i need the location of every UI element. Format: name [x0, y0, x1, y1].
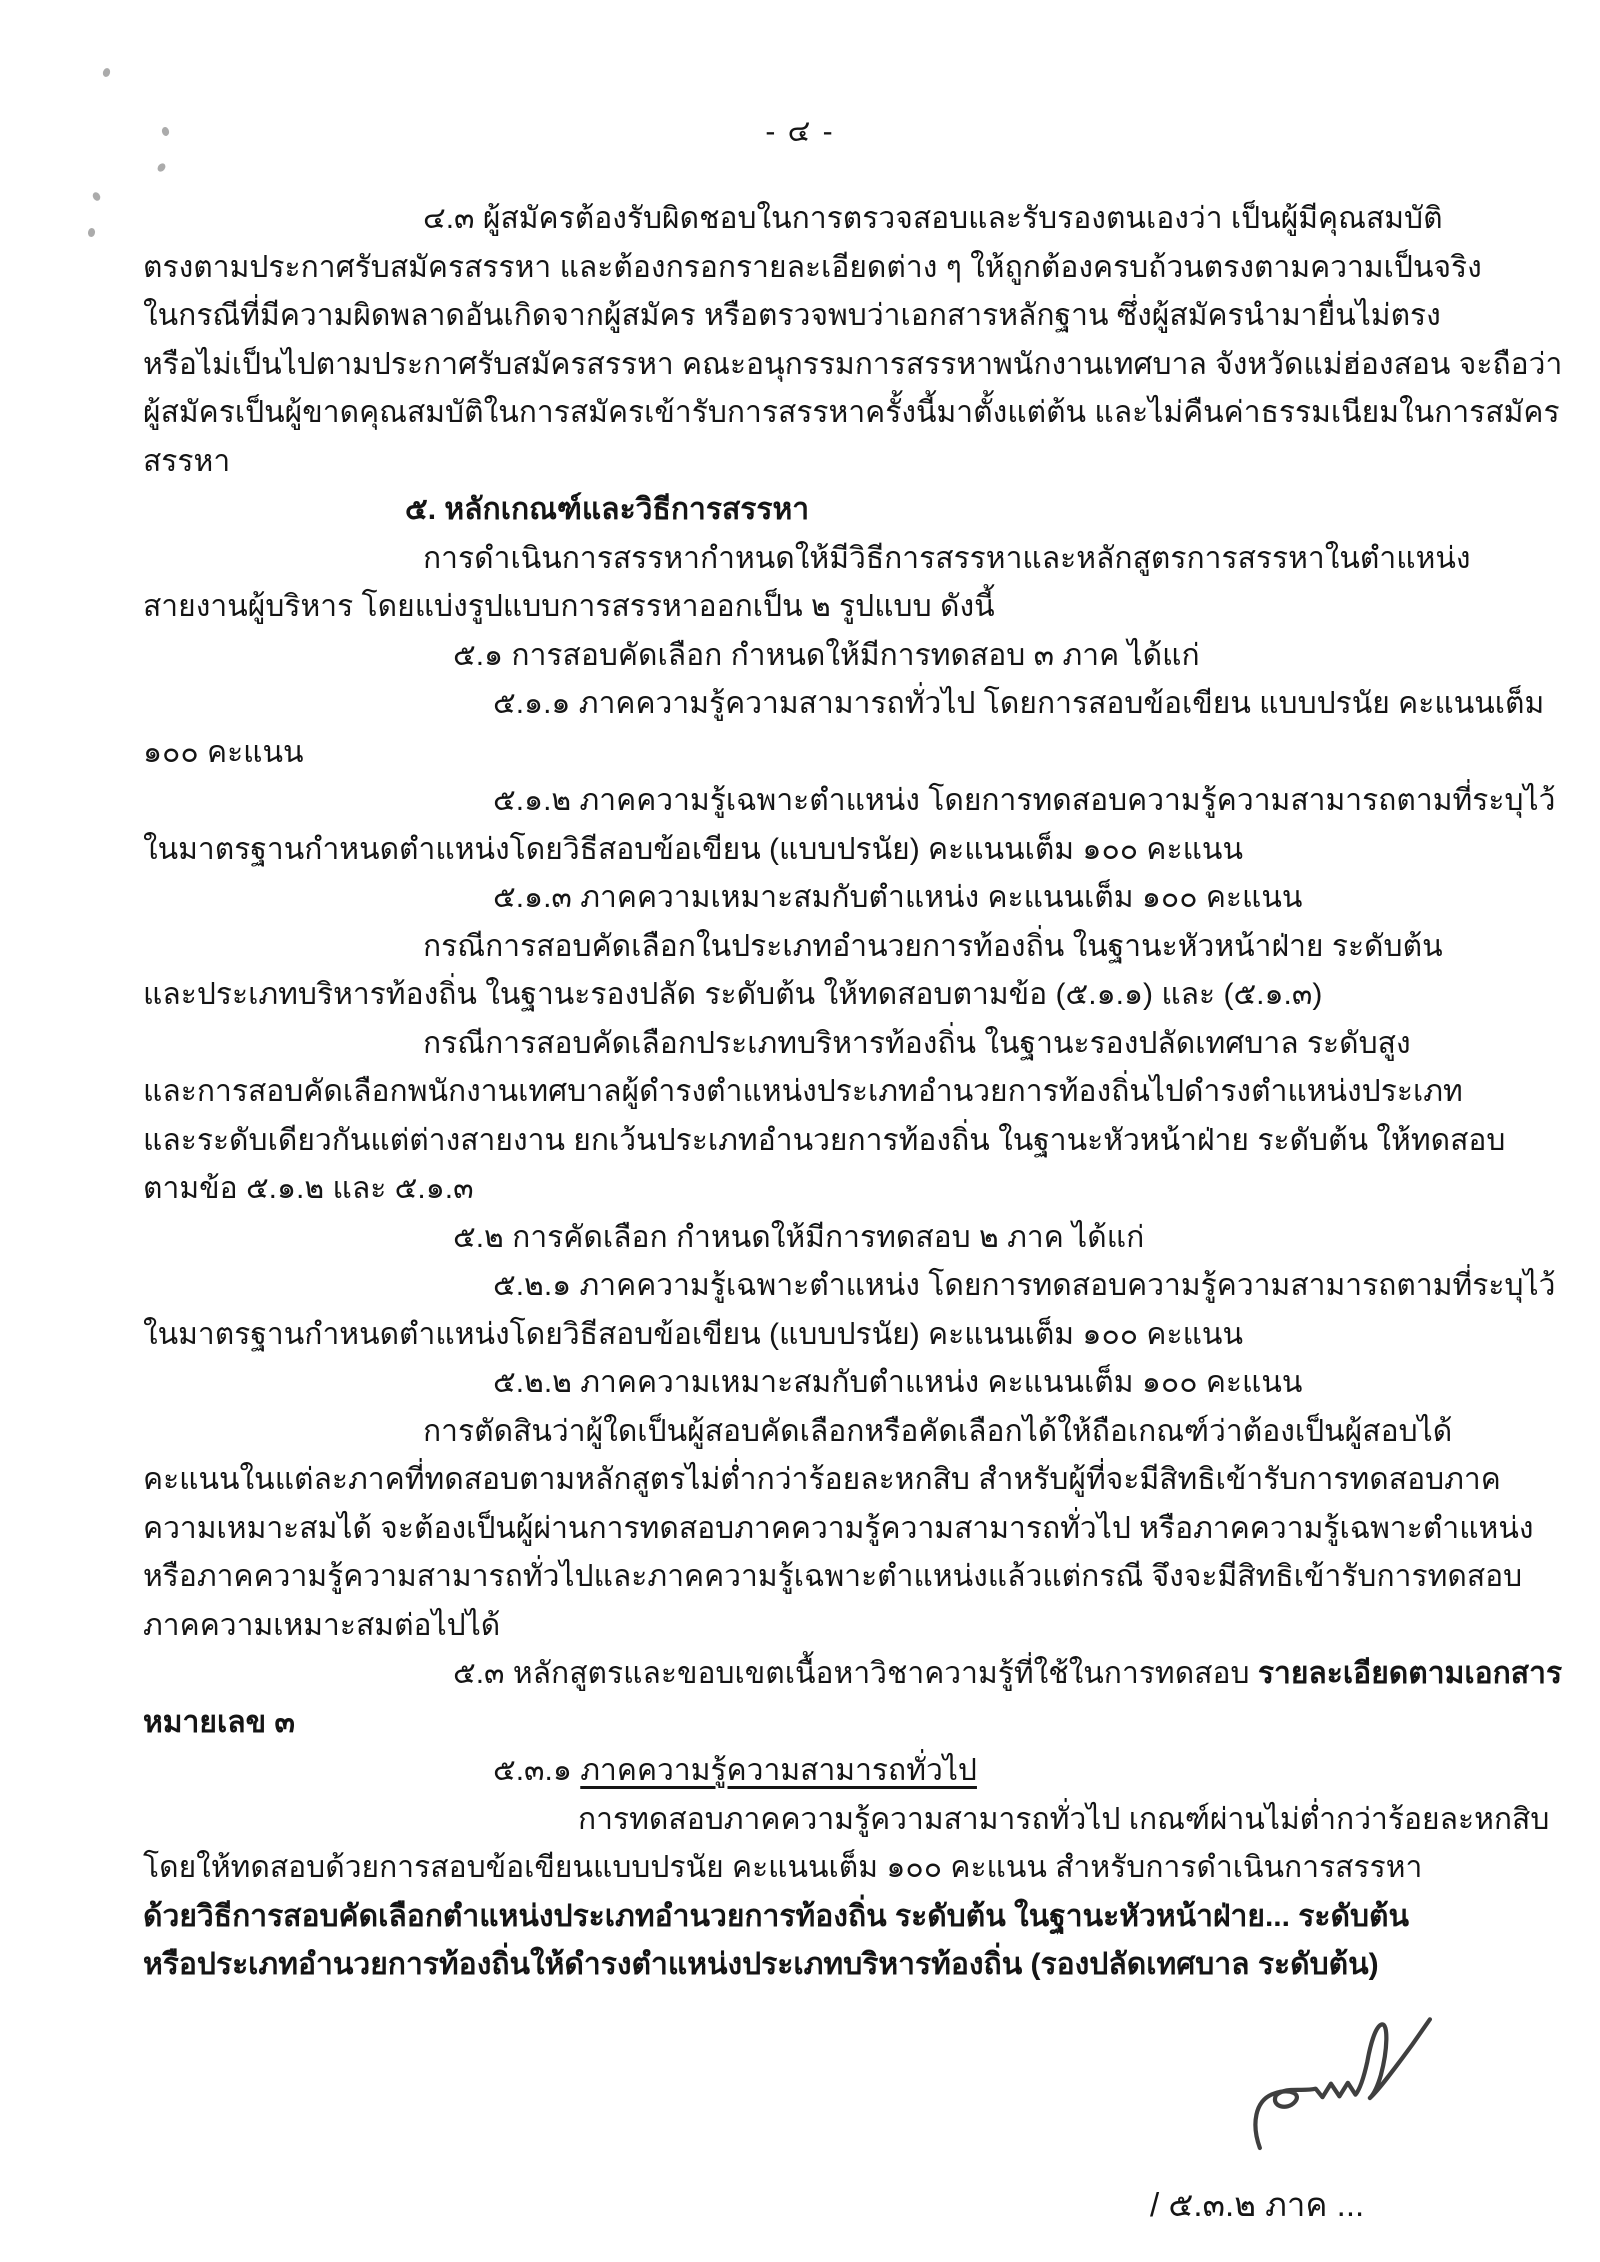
text-segment: ในมาตรฐานกำหนดตำแหน่งโดยวิธีสอบข้อเขียน (แบบปรนัย) คะแนนเต็ม ๑๐๐ คะแนน	[143, 1317, 1243, 1351]
text-line	[143, 341, 1563, 390]
text-segment: และระดับเดียวกันแต่ต่างสายงาน ยกเว้นประเภทอำนวยการท้องถิ่น ในฐานะหัวหน้าฝ่าย ระดับต้น ให้ทดสอบ	[143, 1123, 1506, 1157]
text-line	[423, 1020, 1473, 1069]
scan-speck	[91, 191, 102, 202]
text-segment-bold: หรือประเภทอำนวยการท้องถิ่นให้ดำรงตำแหน่งประเภทบริหารท้องถิ่น (รองปลัดเทศบาล ระดับต้น)	[143, 1948, 1379, 1981]
text-segment: ๕.๓.๑	[493, 1754, 581, 1787]
text-line	[143, 1553, 1523, 1602]
text-line	[453, 632, 1473, 681]
text-line	[578, 1796, 1550, 1845]
scan-speck	[156, 162, 167, 173]
text-line	[143, 1456, 1501, 1505]
text-segment: หรือภาคความรู้ความสามารถทั่วไปและภาคความรู้เฉพาะตำแหน่งแล้วแต่กรณี จึงจะมีสิทธิเข้ารับการทดสอบ	[143, 1560, 1523, 1593]
text-line	[143, 1068, 1473, 1117]
text-segment: และประเภทบริหารท้องถิ่น ในฐานะรองปลัด ระดับต้น ให้ทดสอบตามข้อ (๕.๑.๑) และ (๕.๑.๓)	[143, 978, 1323, 1011]
text-segment: การดำเนินการสรรหากำหนดให้มีวิธีการสรรหาและหลักสูตรการสรรหาในตำแหน่ง	[423, 541, 1471, 575]
text-line	[493, 1262, 1556, 1311]
text-line	[143, 971, 1473, 1020]
text-line	[143, 1117, 1506, 1166]
text-line	[143, 729, 1473, 778]
text-segment: สายงานผู้บริหาร โดยแบ่งรูปแบบการสรรหาออกเป็น ๒ รูปแบบ ดังนี้	[143, 590, 995, 623]
text-segment: โดยให้ทดสอบด้วยการสอบข้อเขียนแบบปรนัย คะแนนเต็ม ๑๐๐ คะแนน สำหรับการดำเนินการสรรหา	[143, 1851, 1423, 1884]
text-line	[143, 389, 1560, 438]
text-segment-bold: หมายเลข ๓	[143, 1705, 295, 1739]
text-line	[143, 1165, 1473, 1214]
text-segment: ๕.๒.๑ ภาคความรู้เฉพาะตำแหน่ง โดยการทดสอบความรู้ความสามารถตามที่ระบุไว้	[493, 1269, 1556, 1302]
text-line	[143, 1941, 1473, 1990]
text-segment-underlined: ภาคความรู้ความสามารถทั่วไป	[580, 1754, 977, 1787]
continuation-note: / ๕.๓.๒ ภาค ...	[1150, 2186, 1365, 2223]
text-line	[493, 1747, 1473, 1796]
signature-ink	[1248, 1992, 1468, 2177]
text-line	[423, 195, 1473, 244]
text-segment: ตามข้อ ๕.๑.๒ และ ๕.๑.๓	[143, 1172, 474, 1205]
text-segment: การตัดสินว่าผู้ใดเป็นผู้สอบคัดเลือกหรือคัดเลือกได้ให้ถือเกณฑ์ว่าต้องเป็นผู้สอบได้	[423, 1414, 1453, 1448]
text-line	[405, 486, 1473, 535]
text-segment: ตรงตามประกาศรับสมัครสรรหา และต้องกรอกรายละเอียดต่าง ๆ ให้ถูกต้องครบถ้วนตรงตามความเป็นจริง	[143, 250, 1482, 284]
text-line	[493, 680, 1545, 729]
text-line	[423, 1408, 1473, 1457]
text-segment-bold: ๕. หลักเกณฑ์และวิธีการสรรหา	[405, 493, 810, 526]
page-number: - ๔ -	[765, 115, 835, 148]
text-segment: กรณีการสอบคัดเลือกในประเภทอำนวยการท้องถิ่น ในฐานะหัวหน้าฝ่าย ระดับต้น	[423, 929, 1443, 963]
text-segment: ๔.๓ ผู้สมัครต้องรับผิดชอบในการตรวจสอบและรับรองตนเองว่า เป็นผู้มีคุณสมบัติ	[423, 202, 1443, 235]
text-line	[143, 1505, 1534, 1554]
text-segment: คะแนนในแต่ละภาคที่ทดสอบตามหลักสูตรไม่ต่ำกว่าร้อยละหกสิบ สำหรับผู้ที่จะมีสิทธิเข้ารับการทดสอบภาค	[143, 1463, 1501, 1496]
text-segment: และการสอบคัดเลือกพนักงานเทศบาลผู้ดำรงตำแหน่งประเภทอำนวยการท้องถิ่นไปดำรงตำแหน่งประเภท	[143, 1075, 1463, 1108]
text-segment: การทดสอบภาคความรู้ความสามารถทั่วไป เกณฑ์ผ่านไม่ต่ำกว่าร้อยละหกสิบ	[578, 1802, 1550, 1836]
text-line	[143, 826, 1473, 875]
text-segment: ภาคความเหมาะสมต่อไปได้	[143, 1608, 501, 1642]
text-segment: ๕.๒.๒ ภาคความเหมาะสมกับตำแหน่ง คะแนนเต็ม ๑๐๐ คะแนน	[493, 1366, 1303, 1399]
text-line	[143, 292, 1473, 341]
text-line	[493, 777, 1556, 826]
text-segment: สรรหา	[143, 444, 231, 478]
text-segment: หรือไม่เป็นไปตามประกาศรับสมัครสรรหา คณะอนุกรรมการสรรหาพนักงานเทศบาล จังหวัดแม่ฮ่องสอน จะถือว่า	[143, 347, 1563, 381]
text-line	[493, 1359, 1473, 1408]
text-segment: ๕.๒ การคัดเลือก กำหนดให้มีการทดสอบ ๒ ภาค ได้แก่	[453, 1220, 1145, 1254]
text-line	[143, 1893, 1473, 1942]
text-line	[143, 1699, 1473, 1748]
text-line	[143, 438, 1473, 487]
text-segment: ๕.๓ หลักสูตรและขอบเขตเนื้อหาวิชาความรู้ที่ใช้ในการทดสอบ	[453, 1657, 1258, 1690]
scan-speck	[102, 67, 112, 78]
text-line	[143, 1844, 1473, 1893]
text-line	[453, 1650, 1563, 1699]
text-line	[143, 583, 1473, 632]
text-segment: ในมาตรฐานกำหนดตำแหน่งโดยวิธีสอบข้อเขียน (แบบปรนัย) คะแนนเต็ม ๑๐๐ คะแนน	[143, 832, 1243, 866]
text-segment: ๑๐๐ คะแนน	[143, 735, 304, 769]
text-segment: กรณีการสอบคัดเลือกประเภทบริหารท้องถิ่น ในฐานะรองปลัดเทศบาล ระดับสูง	[423, 1026, 1411, 1060]
text-line	[493, 874, 1473, 923]
text-line	[453, 1214, 1473, 1263]
text-segment: ความเหมาะสมได้ จะต้องเป็นผู้ผ่านการทดสอบภาคความรู้ความสามารถทั่วไป หรือภาคความรู้เฉพาะตำแหน่ง	[143, 1511, 1534, 1545]
text-segment: ในกรณีที่มีความผิดพลาดอันเกิดจากผู้สมัคร หรือตรวจพบว่าเอกสารหลักฐาน ซึ่งผู้สมัครนำมายื่นไม่ตรง	[143, 299, 1441, 332]
text-segment-bold: ด้วยวิธีการสอบคัดเลือกตำแหน่งประเภทอำนวยการท้องถิ่น ระดับต้น ในฐานะหัวหน้าฝ่าย... ระดับต้น	[143, 1899, 1410, 1933]
document-body	[143, 195, 1563, 1990]
text-line	[423, 923, 1473, 972]
text-line	[423, 535, 1473, 584]
text-line	[143, 244, 1482, 293]
text-segment: ๕.๑ การสอบคัดเลือก กำหนดให้มีการทดสอบ ๓ ภาค ได้แก่	[453, 638, 1200, 672]
text-line	[143, 1311, 1473, 1360]
text-segment: ผู้สมัครเป็นผู้ขาดคุณสมบัติในการสมัครเข้ารับการสรรหาครั้งนี้มาตั้งแต่ต้น และไม่คืนค่าธรรมเนียมในการสมัคร	[143, 396, 1560, 429]
scan-speck	[87, 227, 95, 237]
text-line	[143, 1602, 1473, 1651]
text-segment: ๕.๑.๓ ภาคความเหมาะสมกับตำแหน่ง คะแนนเต็ม ๑๐๐ คะแนน	[493, 881, 1303, 914]
text-segment: ๕.๑.๑ ภาคความรู้ความสามารถทั่วไป โดยการสอบข้อเขียน แบบปรนัย คะแนนเต็ม	[493, 687, 1545, 720]
text-segment-bold: รายละเอียดตามเอกสาร	[1257, 1657, 1563, 1690]
text-segment: ๕.๑.๒ ภาคความรู้เฉพาะตำแหน่ง โดยการทดสอบความรู้ความสามารถตามที่ระบุไว้	[493, 784, 1556, 817]
